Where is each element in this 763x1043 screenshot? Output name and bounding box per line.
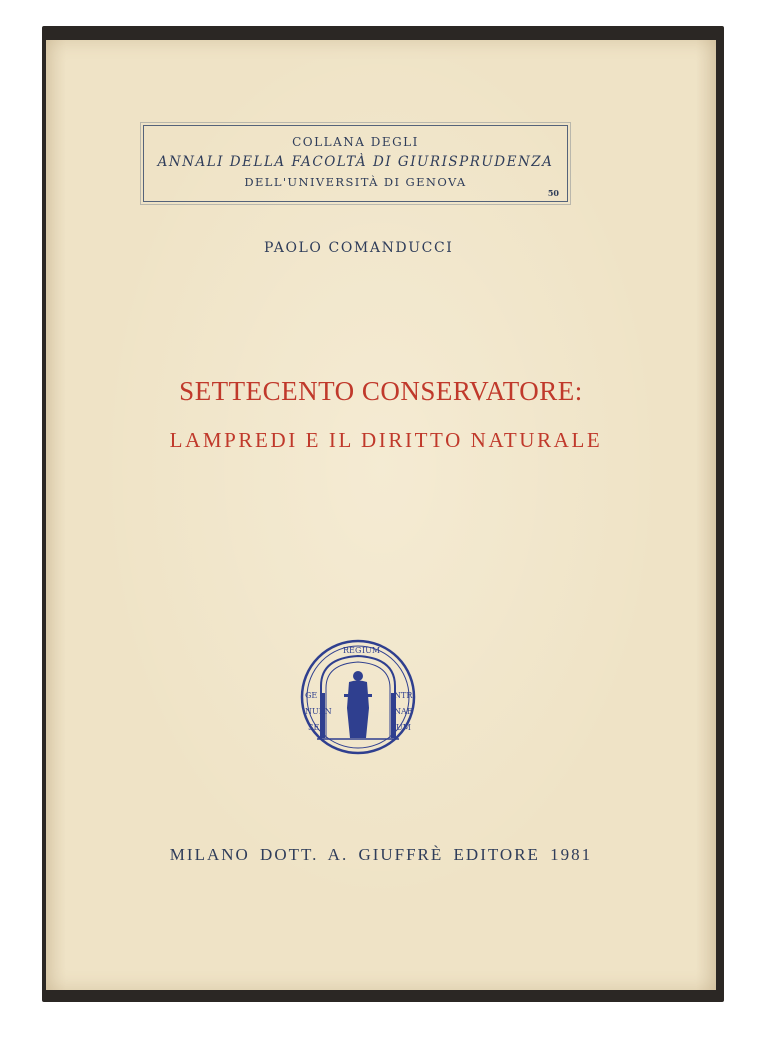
series-university: DELL'UNIVERSITÀ DI GENOVA: [244, 175, 467, 189]
series-title: ANNALI DELLA FACOLTÀ DI GIURISPRUDENZA: [157, 154, 554, 170]
series-box: [143, 125, 568, 202]
svg-text:IUM: IUM: [362, 646, 381, 655]
series-label: COLLANA DEGLI: [292, 135, 419, 149]
svg-text:GE: GE: [305, 691, 318, 700]
book-title: SETTECENTO CONSERVATORE:: [179, 376, 583, 406]
svg-text:NUEN: NUEN: [305, 707, 332, 716]
svg-text:RE: RE: [343, 646, 355, 655]
book-cover: [46, 40, 716, 990]
university-seal-icon: [299, 638, 417, 756]
svg-text:G: G: [355, 646, 362, 655]
svg-text:SE: SE: [308, 723, 320, 732]
svg-text:UM: UM: [396, 723, 411, 732]
publisher-imprint: MILANO DOTT. A. GIUFFRÈ EDITORE 1981: [169, 845, 593, 864]
series-number: 50: [547, 188, 559, 198]
author-name: PAOLO COMANDUCCI: [264, 240, 454, 256]
svg-text:NTR: NTR: [394, 691, 413, 700]
book-subtitle: LAMPREDI E IL DIRITTO NATURALE: [169, 428, 603, 452]
svg-text:NAE: NAE: [394, 707, 413, 716]
